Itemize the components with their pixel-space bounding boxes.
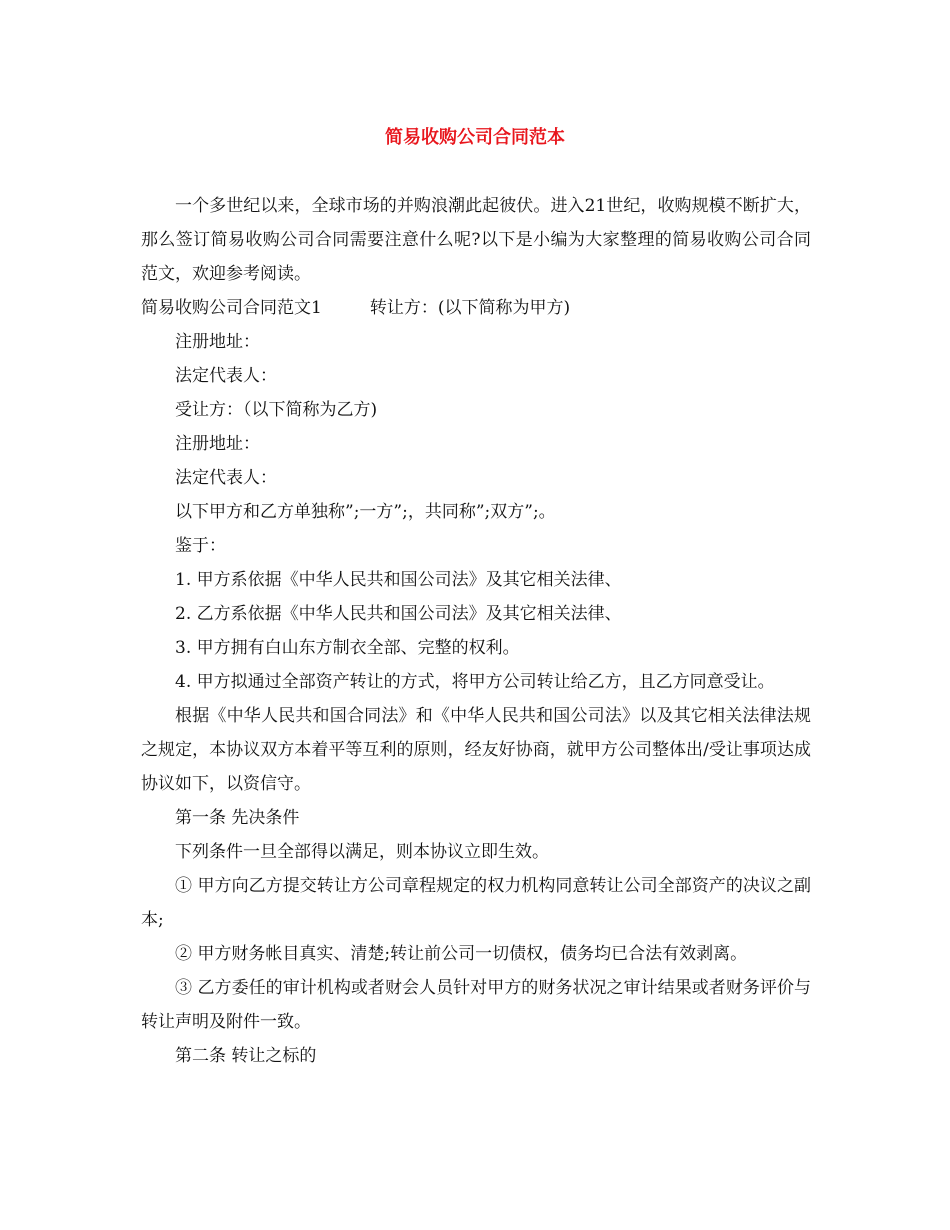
recital-item: 2. 乙方系依据《中华人民共和国公司法》及其它相关法律、 — [175, 604, 622, 624]
transferee-representative: 法定代表人： — [175, 468, 277, 488]
basis-paragraph: 根据《中华人民共和国合同法》和《中华人民共和国公司法》以及其它相关法律法规之规定，本协议双方本着平等互利的原则，经友好协商，就甲方公司整体出/受让事项达成协议如下，以资信守。 — [141, 706, 811, 794]
article-1-title: 第一条 先决条件 — [175, 808, 300, 828]
party-a-line — [141, 291, 811, 325]
intro-paragraph: 一个多世纪以来，全球市场的并购浪潮此起彼伏。进入21世纪，收购规模不断扩大，那么签订简易收购公司合同需要注意什么呢?以下是小编为大家整理的简易收购公司合同范文，欢迎参考阅读。 — [141, 196, 811, 284]
transferor-address: 注册地址： — [175, 332, 260, 352]
transferor-representative: 法定代表人： — [175, 366, 277, 386]
condition-item: ① 甲方向乙方提交转让方公司章程规定的权力机构同意转让公司全部资产的决议之副本; — [141, 876, 811, 930]
article-1-intro: 下列条件一旦全部得以满足，则本协议立即生效。 — [175, 842, 549, 862]
transferee-label: 受让方：（以下简称为乙方) — [175, 400, 378, 420]
article-2-title: 第二条 转让之标的 — [175, 1046, 317, 1066]
section-heading: 简易收购公司合同范文1 — [141, 298, 322, 318]
recital-item: 4. 甲方拟通过全部资产转让的方式，将甲方公司转让给乙方，且乙方同意受让。 — [175, 672, 775, 692]
document-title: 简易收购公司合同范本 — [385, 127, 565, 148]
party-names: 以下甲方和乙方单独称”;一方”;，共同称”;双方”;。 — [175, 502, 556, 522]
recital-item: 1. 甲方系依据《中华人民共和国公司法》及其它相关法律、 — [175, 570, 622, 590]
document-body — [141, 189, 811, 1073]
condition-item: ② 甲方财务帐目真实、清楚;转让前公司一切债权，债务均已合法有效剥离。 — [175, 944, 748, 964]
transferor-label: 转让方：(以下简称为甲方) — [369, 298, 571, 318]
recital-item: 3. 甲方拥有白山东方制衣全部、完整的权利。 — [175, 638, 520, 658]
whereas-heading: 鉴于： — [175, 536, 226, 556]
transferee-address: 注册地址： — [175, 434, 260, 454]
condition-item: ③ 乙方委任的审计机构或者财会人员针对甲方的财务状况之审计结果或者财务评价与转让声明及附件一致。 — [141, 978, 811, 1032]
